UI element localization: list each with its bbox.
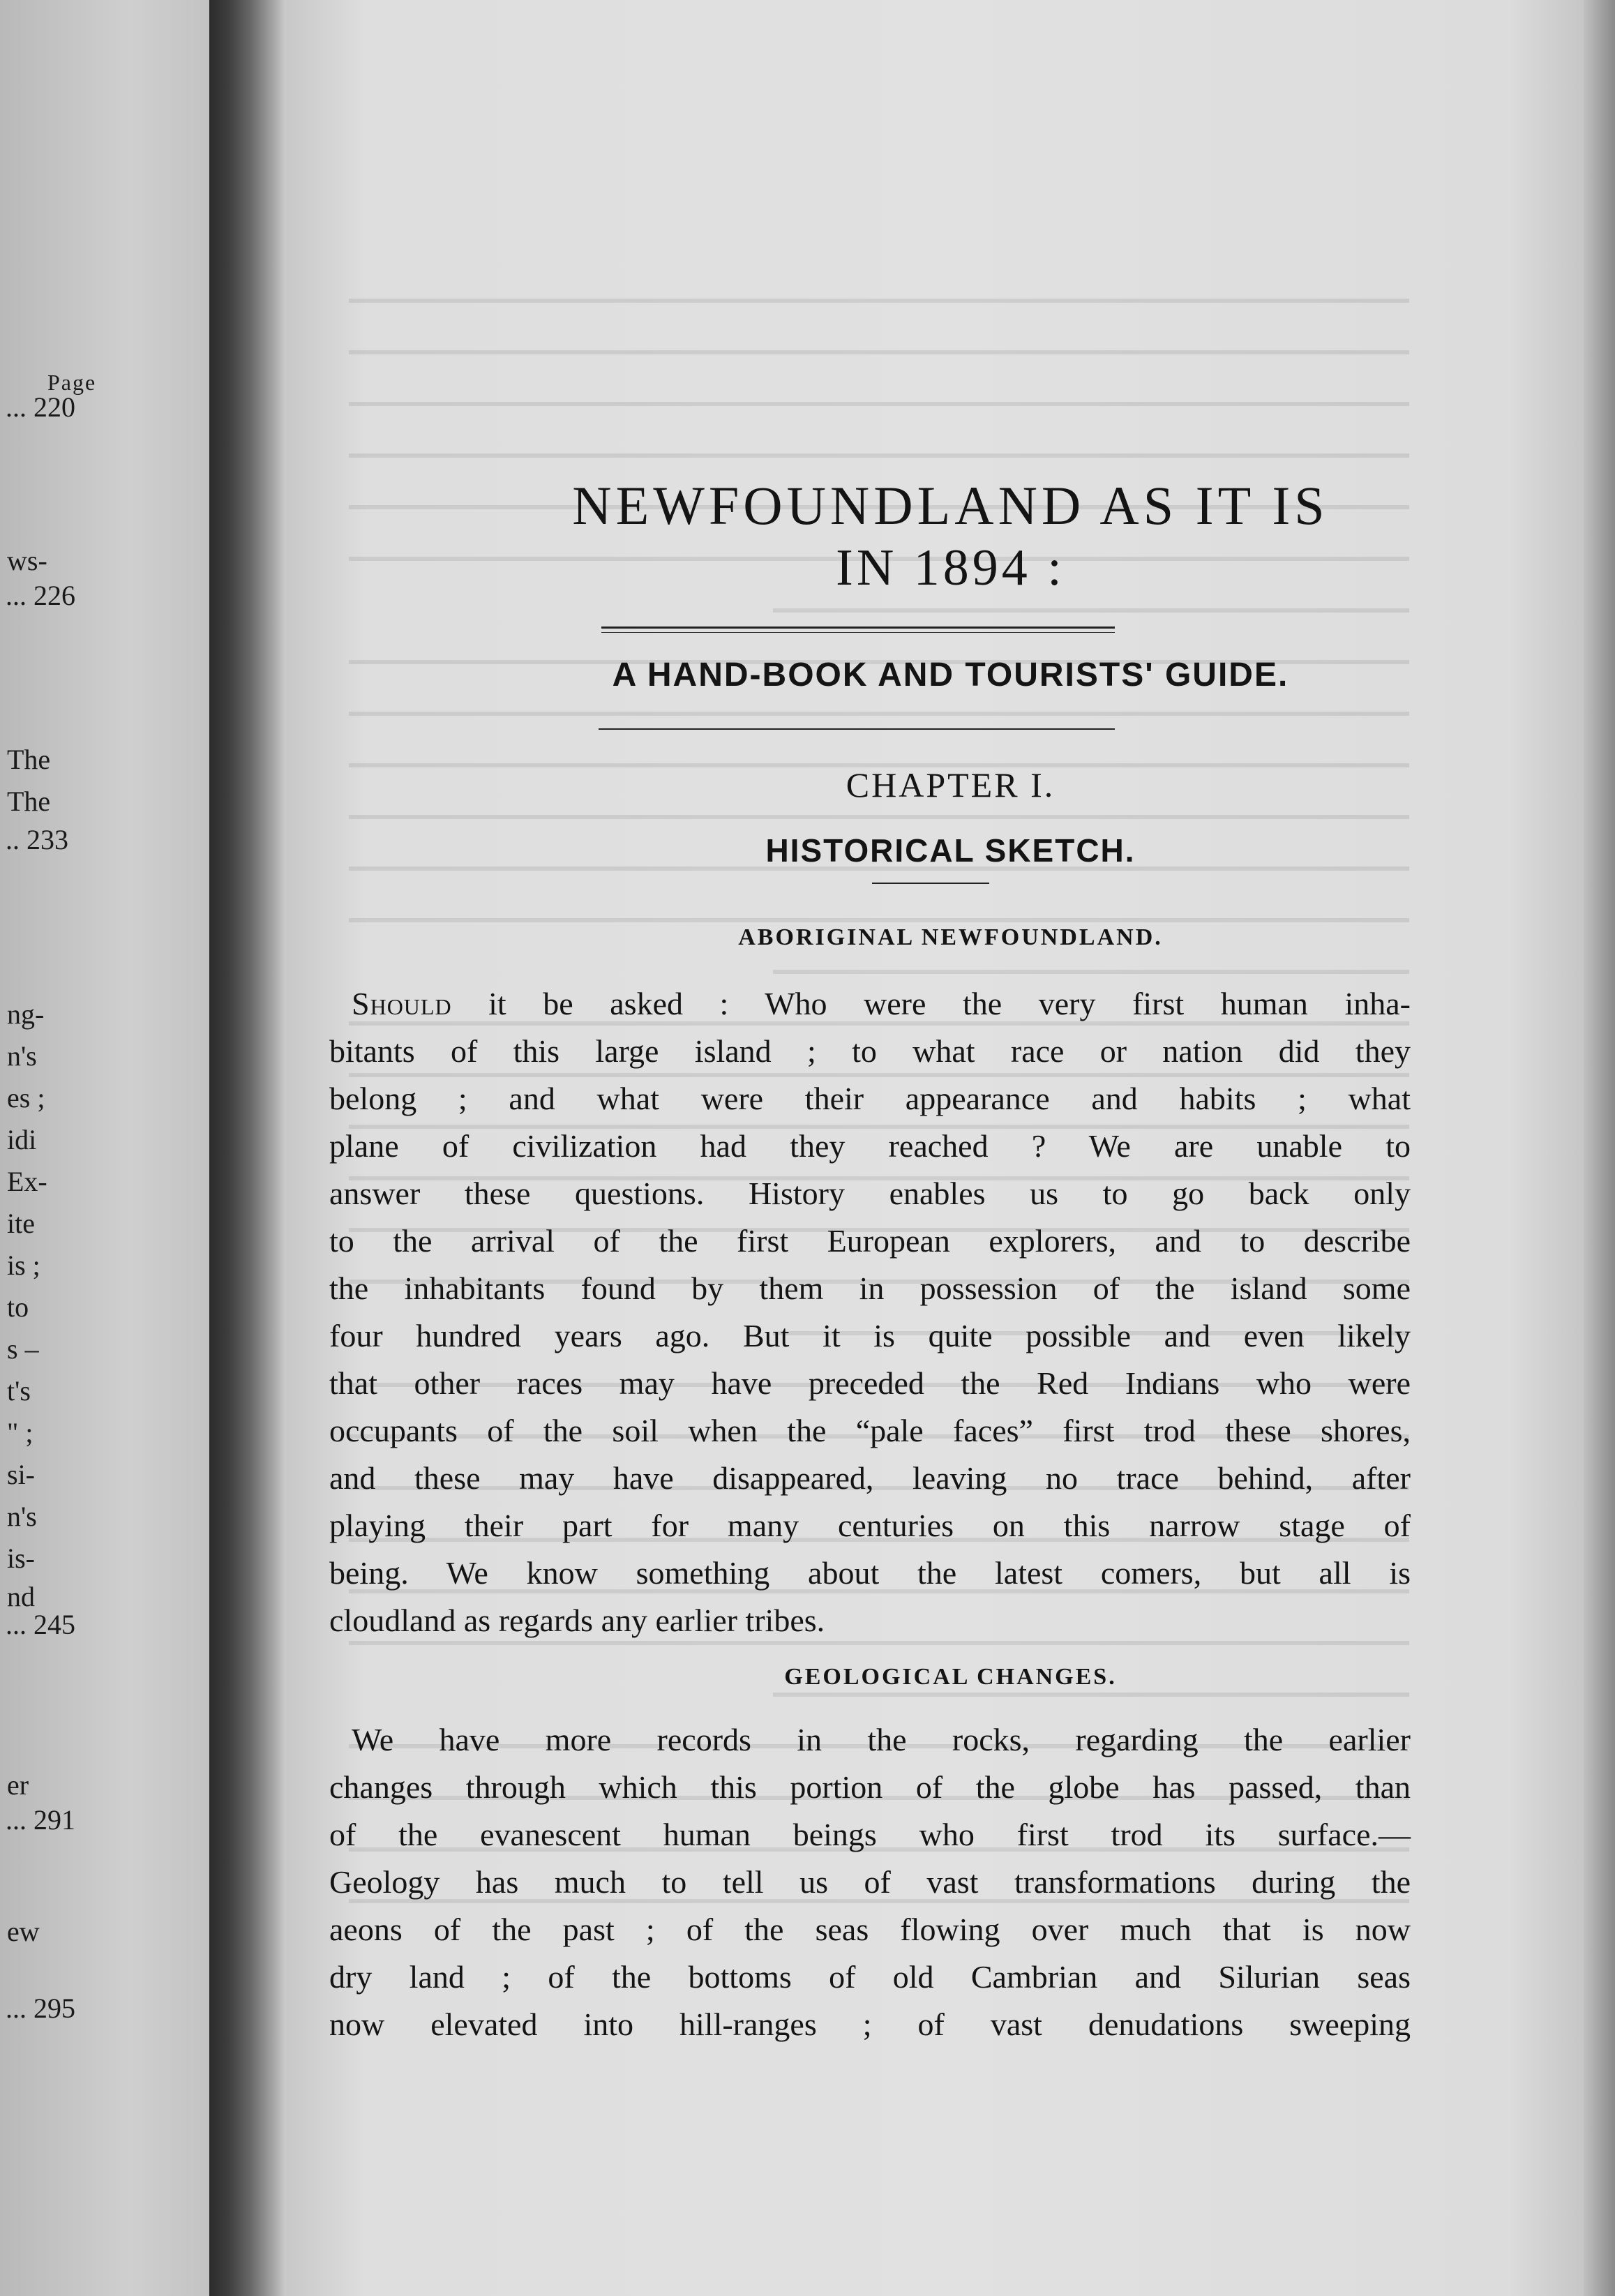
subtitle: A HAND-BOOK AND TOURISTS' GUIDE.	[612, 656, 1289, 693]
text-line: belong ; and what were their appearance and habits ; what	[329, 1081, 1411, 1116]
contents-fragment: ... 245	[6, 1609, 75, 1640]
contents-fragment: n's	[7, 1501, 37, 1532]
text-line: Geology has much to tell us of vast transformations during the	[329, 1864, 1411, 1900]
text-line: changes through which this portion of the globe has passed, than	[329, 1769, 1411, 1805]
section-heading: HISTORICAL SKETCH.	[765, 832, 1136, 869]
text-line: plane of civilization had they reached ? We are unable to	[329, 1128, 1411, 1164]
title-line-2: IN 1894 :	[836, 539, 1065, 596]
text-line: the inhabitants found by them in possession of the island some	[329, 1270, 1411, 1306]
text-line: bitants of this large island ; to what race or nation did they	[329, 1033, 1411, 1069]
text-line: answer these questions. History enables us to go back only	[329, 1176, 1411, 1211]
text-line: dry land ; of the bottoms of old Cambrian and Silurian seas	[329, 1959, 1411, 1995]
contents-fragment: is ;	[7, 1250, 40, 1281]
bleed-through-line	[349, 871, 1409, 922]
text-line: playing their part for many centuries on this narrow stage of	[329, 1508, 1411, 1543]
contents-fragment: The	[7, 744, 51, 775]
contents-fragment: .. 233	[6, 824, 68, 855]
contents-fragment: si-	[7, 1459, 35, 1490]
bleed-through-line	[349, 354, 1409, 406]
lead-word: Should	[352, 986, 452, 1021]
contents-heading: Page	[47, 370, 97, 395]
book-gutter	[209, 0, 286, 2296]
paragraph-aboriginal	[329, 980, 1411, 1644]
contents-fragment: to	[7, 1291, 29, 1323]
title-rule-thin	[601, 632, 1115, 633]
contents-fragment: ew	[7, 1916, 40, 1947]
section-rule	[872, 883, 989, 884]
page-edge	[1584, 0, 1615, 2296]
contents-fragment: ws-	[7, 545, 47, 576]
bleed-through-line	[349, 406, 1409, 458]
contents-fragment: The	[7, 786, 51, 817]
contents-fragment: " ;	[7, 1417, 33, 1448]
title-line-1: NEWFOUNDLAND AS IT IS	[572, 475, 1329, 536]
subtitle-rule	[599, 728, 1115, 730]
bleed-through-line	[349, 251, 1409, 303]
contents-fragment: ... 295	[6, 1993, 75, 2024]
contents-fragment: t's	[7, 1375, 31, 1406]
text-line: four hundred years ago. But it is quite possible and even likely	[329, 1318, 1411, 1353]
contents-fragment: ... 226	[6, 580, 75, 611]
contents-fragment: ... 291	[6, 1804, 75, 1836]
chapter-heading: CHAPTER I.	[846, 765, 1056, 804]
text-line: and these may have disappeared, leaving no trace behind, after	[329, 1460, 1411, 1496]
text-line: to the arrival of the first European explorers, and to describe	[329, 1223, 1411, 1259]
text-run: it be asked : Who were the very first human inha-	[451, 986, 1411, 1021]
bleed-through-line	[349, 303, 1409, 354]
text-line: being. We know something about the latest comers, but all is	[329, 1555, 1411, 1591]
subsection-heading: GEOLOGICAL CHANGES.	[784, 1664, 1117, 1690]
bleed-through-line	[349, 716, 1409, 767]
facing-page-contents	[0, 0, 216, 2296]
contents-fragment: er	[7, 1769, 29, 1801]
contents-fragment: Ex-	[7, 1166, 47, 1197]
book-page	[286, 0, 1615, 2296]
contents-fragment: idi	[7, 1124, 37, 1155]
text-line	[329, 980, 1411, 1028]
text-line: that other races may have preceded the Red Indians who were	[329, 1365, 1411, 1401]
text-line: occupants of the soil when the “pale faces” first trod these shores,	[329, 1413, 1411, 1448]
text-line: cloudland as regards any earlier tribes.	[329, 1603, 825, 1638]
contents-fragment: es ;	[7, 1082, 45, 1113]
text-line: now elevated into hill-ranges ; of vast denudations sweeping	[329, 2006, 1411, 2042]
text-line: aeons of the past ; of the seas flowing over much that is now	[329, 1912, 1411, 1947]
contents-fragment: ... 220	[6, 391, 75, 423]
contents-fragment: ite	[7, 1208, 35, 1239]
contents-fragment: is-	[7, 1543, 35, 1574]
contents-fragment: s –	[7, 1333, 39, 1365]
paragraph-geological	[329, 1716, 1411, 2048]
text-line: of the evanescent human beings who first trod its surface.—	[329, 1817, 1411, 1852]
contents-fragment: ng-	[7, 998, 45, 1030]
subsection-heading: ABORIGINAL NEWFOUNDLAND.	[738, 924, 1163, 950]
text-line: We have more records in the rocks, regarding the earlier	[352, 1722, 1411, 1757]
contents-fragment: n's	[7, 1040, 37, 1072]
contents-fragment: nd	[7, 1581, 35, 1612]
title-rule	[601, 626, 1115, 629]
